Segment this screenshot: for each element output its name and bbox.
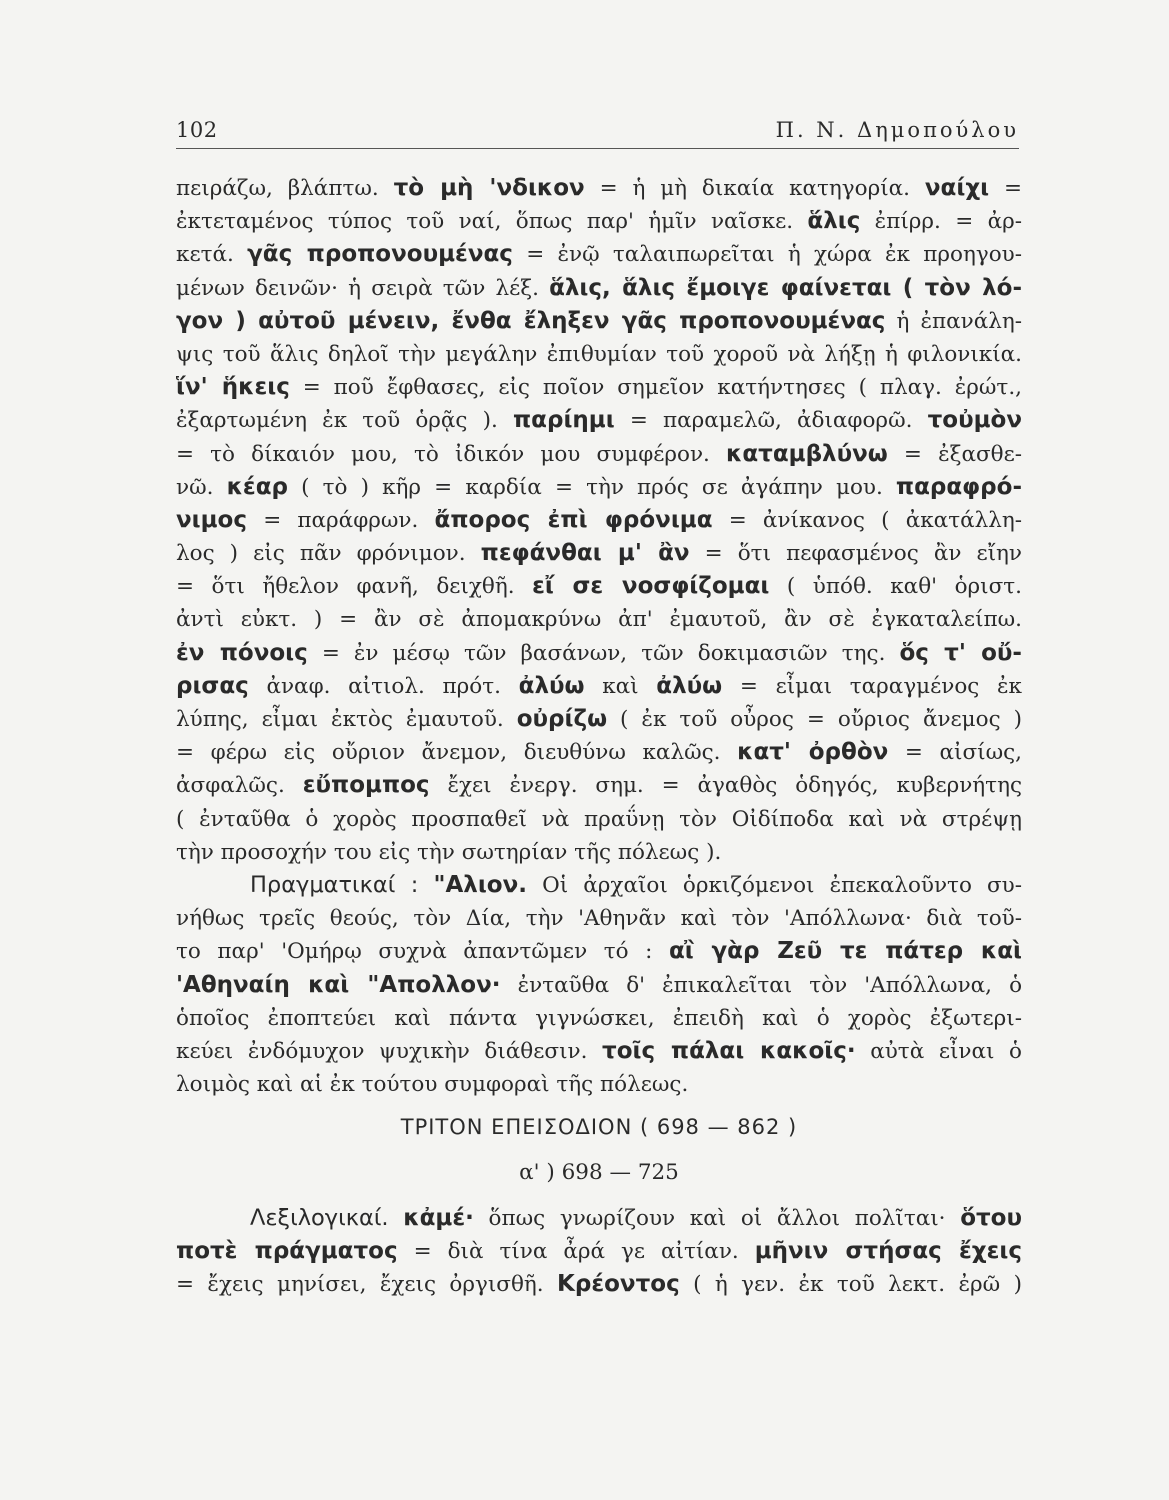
gloss-text: το παρ' 'Ομήρῳ συχνὰ ἀπαντῶμεν τό : <box>176 939 669 965</box>
gloss-text: = ὅτι πεφασμένος ἂν εἴην <box>689 541 1022 567</box>
lemma-term: τοῖς πάλαι κακοῖς· <box>602 1037 856 1064</box>
text-line <box>176 637 1022 670</box>
gloss-text: πειράζω, βλάπτω. <box>176 176 394 201</box>
gloss-text: ὅπως γνωρίζουν καὶ οἱ ἄλλοι πολῖται· <box>473 1205 961 1231</box>
body-text <box>176 172 1022 1301</box>
gloss-text <box>389 1206 404 1231</box>
gloss-text: ἐνταῦθα δ' ἐπικαλεῖται τὸν 'Απόλλωνα, ὁ <box>500 972 1022 998</box>
gloss-text: ( ἐνταῦθα ὁ χορὸς προσπαθεῖ νὰ πραΰνῃ τὸν Οἰδίποδα καὶ νὰ στρέψῃ <box>176 806 1022 832</box>
lemma-term: πεφάνθαι μ' ἂν <box>480 540 690 567</box>
text-line <box>176 670 1022 703</box>
text-line <box>176 1035 1022 1068</box>
text-line <box>176 404 1022 437</box>
gloss-text: ἐπίρρ. = ἀρ- <box>860 209 1022 235</box>
gloss-text: = ἀνίκανος ( ἀκατάλλη- <box>712 507 1022 533</box>
gloss-text <box>418 873 433 898</box>
gloss-text: = διὰ τίνα ἆρά γε αἰτίαν. <box>397 1238 755 1264</box>
lemma-term: μῆνιν στήσας ἔχεις <box>754 1237 1022 1264</box>
lemma-term: καταμβλύνω <box>726 440 888 467</box>
text-line <box>176 736 1022 769</box>
text-line <box>176 338 1022 371</box>
text-line <box>176 703 1022 736</box>
gloss-text: λος ) εἰς πᾶν φρόνιμον. <box>176 541 481 567</box>
text-line <box>176 1002 1022 1035</box>
gloss-text: = ἐν μέσῳ τῶν βασάνων, τῶν δοκιμασιῶν της. <box>307 640 900 666</box>
text-line <box>176 438 1022 471</box>
lemma-term: τὸ μὴ 'νδικον <box>393 175 585 201</box>
gloss-text: κετά. <box>176 242 248 268</box>
text-line <box>176 603 1022 636</box>
text-line <box>176 504 1022 537</box>
lemma-term: ὅτου <box>960 1204 1022 1231</box>
rubric-label: Πραγματικαί : <box>250 871 419 898</box>
text-line <box>176 803 1022 836</box>
lemma-term: εὔπομπος <box>302 772 430 799</box>
lemma-term: ἄπορος ἐπὶ φρόνιμα <box>434 506 713 533</box>
gloss-text: = ποῦ ἔφθασες, εἰς ποῖον σημεῖον κατήντησες ( πλαγ. ἐρώτ., <box>289 375 1022 401</box>
text-line <box>176 272 1022 305</box>
rubric-label: Λεξιλογικαί. <box>250 1204 389 1231</box>
section-title: ΤΡΙΤΟΝ ΕΠΕΙΣΟΔΙΟΝ ( 698 — 862 ) <box>400 1115 798 1140</box>
lemma-term: ποτὲ πράγματος <box>176 1237 398 1264</box>
lemma-term: κατ' ὀρθὸν <box>737 739 889 766</box>
gloss-text: ὁποῖος ἐποπτεύει καὶ πάντα γιγνώσκει, ἐπειδὴ καὶ ὁ χορὸς ἐξωτερι- <box>176 1005 1022 1031</box>
lemma-term: "Αλιον. <box>433 871 527 898</box>
text-line <box>176 537 1022 570</box>
text-line <box>176 570 1022 603</box>
gloss-text: Οἱ ἀρχαῖοι ὁρκιζόμενοι ἐπεκαλοῦντο συ- <box>527 872 1022 898</box>
lemma-term: κἀμέ· <box>403 1204 474 1231</box>
gloss-text: = <box>989 176 1022 201</box>
lemma-term: νιμος <box>176 506 247 533</box>
gloss-text: τὴν προσοχήν του εἰς τὴν σωτηρίαν τῆς πόλεως ). <box>176 839 722 865</box>
gloss-text: = τὸ δίκαιόν μου, τὸ ἰδικόν μου συμφέρον. <box>176 441 727 467</box>
gloss-text: = ἡ μὴ δικαία κατηγορία. <box>584 176 925 201</box>
gloss-text: = αἰσίως, <box>888 740 1022 766</box>
gloss-text: = εἶμαι ταραγμένος ἐκ <box>722 673 1022 699</box>
lemma-term: ἵν' ἥκεις <box>176 374 290 401</box>
lemma-term: κέαρ <box>226 473 288 500</box>
lemma-term: ναίχι <box>924 175 990 201</box>
gloss-text: ἡ ἐπανάλη- <box>885 308 1022 334</box>
gloss-text: ἀντὶ εὐκτ. ) = ἂν σὲ ἀπομακρύνω ἀπ' ἐμαυτοῦ, ἂν σὲ ἐγκαταλείπω. <box>176 607 1022 633</box>
text-line <box>176 869 1022 902</box>
gloss-text: νήθως τρεῖς θεούς, τὸν Δία, τὴν 'Αθηνᾶν καὶ τὸν 'Απόλλωνα· διὰ τοῦ- <box>176 906 1022 932</box>
gloss-text: κεύει ἐνδόμυχον ψυχικὴν διάθεσιν. <box>176 1038 603 1064</box>
text-line <box>176 769 1022 802</box>
gloss-text: ( ὑπόθ. καθ' ὁριστ. <box>769 574 1022 600</box>
text-line <box>176 969 1022 1002</box>
lemma-term: 'Αθηναίη καὶ "Απολλον· <box>176 971 501 998</box>
lemma-term: αἲ γὰρ Ζεῦ τε πάτερ καὶ <box>668 938 1022 965</box>
gloss-text: = ἐξασθε- <box>887 441 1022 467</box>
gloss-text: ἐξαρτωμένη ἐκ τοῦ ὁρᾷς ). <box>176 408 513 434</box>
text-line <box>176 836 1022 869</box>
lemma-term: τοὐμὸν <box>927 407 1022 434</box>
gloss-text: ( ἡ γεν. ἐκ τοῦ λεκτ. ἐρῶ ) <box>679 1272 1022 1297</box>
text-line <box>176 371 1022 404</box>
gloss-text: ( ἐκ τοῦ οὖρος = οὔριος ἄνεμος ) <box>607 707 1022 732</box>
lemma-term: ἅλις <box>807 208 861 235</box>
gloss-text: ἀσφαλῶς. <box>176 773 303 799</box>
gloss-text: νῶ. <box>176 474 227 500</box>
text-line <box>176 238 1022 271</box>
lemma-term: οὐρίζω <box>516 706 608 732</box>
gloss-text: λύπης, εἶμαι ἐκτὸς ἐμαυτοῦ. <box>176 707 517 732</box>
text-line <box>176 471 1022 504</box>
lemma-term: παρίημι <box>512 407 615 434</box>
gloss-text: ἐκτεταμένος τύπος τοῦ ναί, ὅπως παρ' ἡμῖν ναῖσκε. <box>176 209 808 235</box>
lemma-term: ἐν πόνοις <box>176 639 308 666</box>
text-line <box>176 305 1022 338</box>
lemma-term: ρισας <box>176 672 249 699</box>
gloss-text: ( τὸ ) κῆρ = καρδία = τὴν πρός σε ἀγάπην μου. <box>287 474 896 500</box>
running-head: Π. Ν. Δημοπούλου <box>775 118 1019 142</box>
lemma-term: ἀλύω <box>656 672 723 699</box>
page-number: 102 <box>176 118 218 142</box>
gloss-text: αὐτὰ εἶναι ὁ <box>855 1038 1022 1064</box>
text-line <box>176 1235 1022 1268</box>
gloss-text: = παράφρων. <box>247 507 435 533</box>
lemma-term: ἀλύω <box>518 672 585 699</box>
gloss-text: = ἐνῷ ταλαιπωρεῖται ἡ χώρα ἐκ προηγου- <box>512 242 1022 268</box>
gloss-text: λοιμὸς καὶ αἱ ἐκ τούτου συμφοραὶ τῆς πόλεως. <box>176 1072 689 1098</box>
text-line <box>176 935 1022 968</box>
text-line <box>176 172 1022 205</box>
gloss-text: ψις τοῦ ἅλις δηλοῖ τὴν μεγάλην ἐπιθυμίαν τοῦ χοροῦ νὰ λήξῃ ἡ φιλονικία. <box>176 341 1022 367</box>
text-line <box>176 1202 1022 1235</box>
lemma-term: γᾶς προπονουμένας <box>247 241 513 268</box>
text-line <box>176 902 1022 935</box>
section-subtitle: α' ) 698 — 725 <box>519 1160 679 1186</box>
gloss-text: = ὅτι ἤθελον φανῆ, δειχθῆ. <box>176 574 533 600</box>
lemma-term: παραφρό- <box>895 473 1022 500</box>
commentary-block <box>176 172 1022 1101</box>
text-line <box>176 1068 1022 1101</box>
lexical-block <box>176 1202 1022 1302</box>
gloss-text: μένων δεινῶν· ἡ σειρὰ τῶν λέξ. <box>176 275 550 301</box>
page-header <box>176 118 1019 149</box>
lemma-term: Κρέοντος <box>557 1271 680 1297</box>
gloss-text: ἔχει ἐνεργ. σημ. = ἀγαθὸς ὁδηγός, κυβερνήτης <box>429 773 1022 799</box>
gloss-text: καὶ <box>584 673 657 699</box>
lemma-term: εἴ σε νοσφίζομαι <box>532 573 770 600</box>
gloss-text: = φέρω εἰς οὔριον ἄνεμον, διευθύνω καλῶς. <box>176 740 738 766</box>
gloss-text: = παραμελῶ, ἀδιαφορῶ. <box>614 408 928 434</box>
text-line <box>176 205 1022 238</box>
lemma-term: γον ) αὐτοῦ μένειν, ἔνθα ἔληξεν γᾶς προπονουμένας <box>176 307 886 334</box>
lemma-term: ὅς τ' οὔ- <box>899 639 1022 666</box>
lemma-term: ἅλις, ἅλις ἔμοιγε φαίνεται ( τὸν λό- <box>549 274 1022 301</box>
gloss-text: ἀναφ. αἰτιολ. πρότ. <box>248 673 519 699</box>
gloss-text: = ἔχεις μηνίσει, ἔχεις ὀργισθῆ. <box>176 1272 558 1297</box>
text-line <box>176 1268 1022 1301</box>
